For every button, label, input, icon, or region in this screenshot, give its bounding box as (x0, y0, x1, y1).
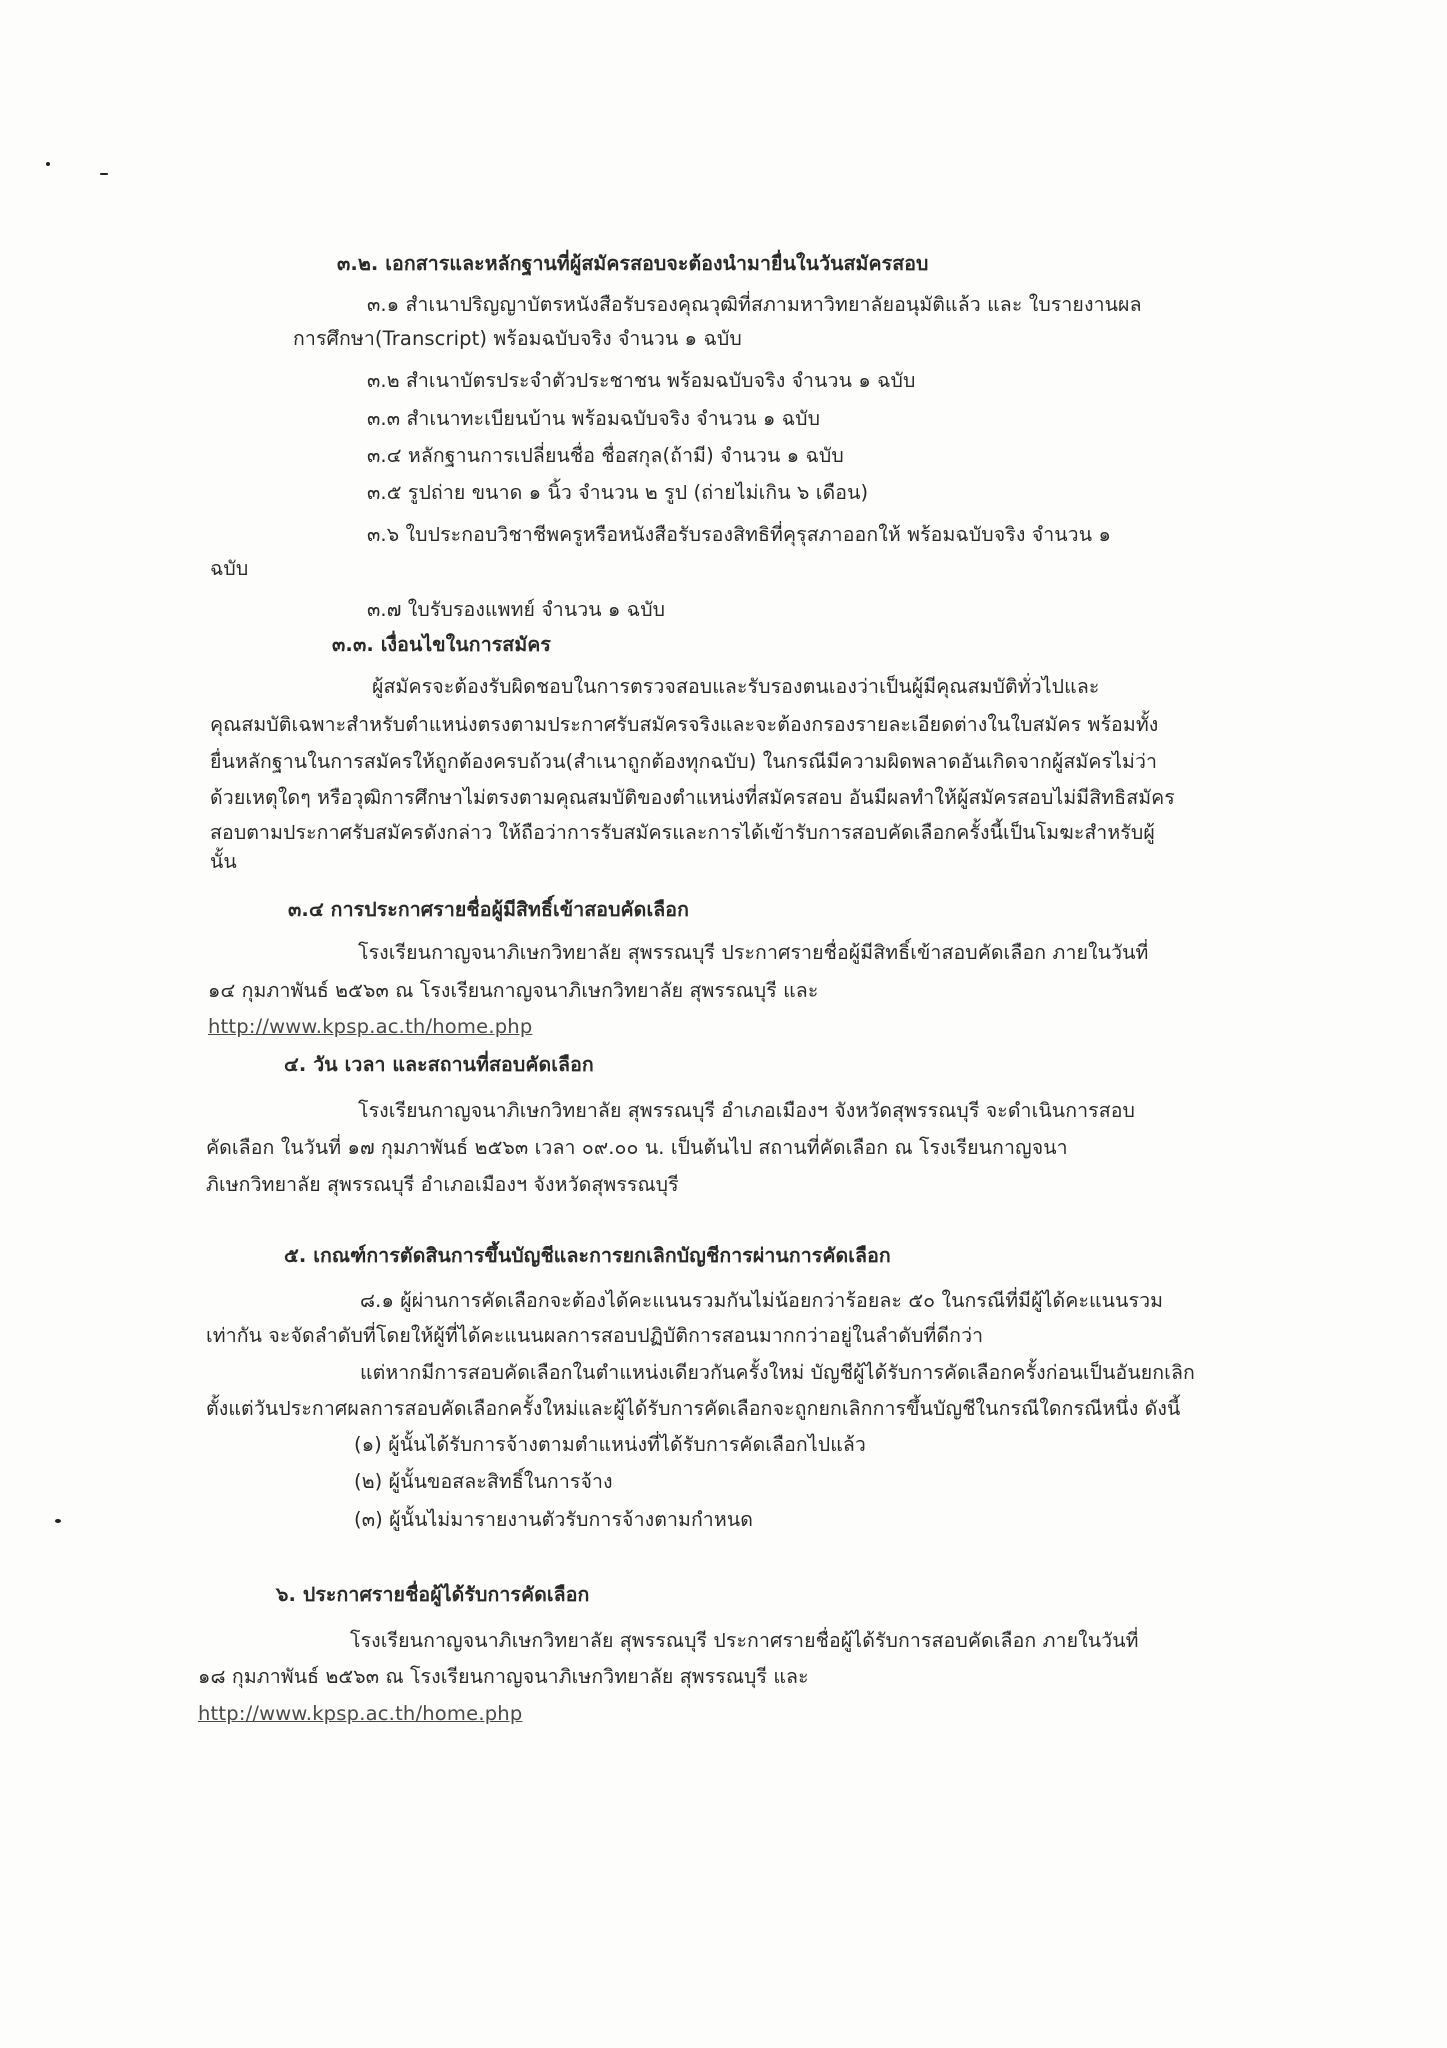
paragraph-line: คัดเลือก ในวันที่ ๑๗ กุมภาพันธ์ ๒๕๖๓ เวลา ๐๙.๐๐ น. เป็นต้นไป สถานที่คัดเลือก ณ โรงเรียนกาญจนา (206, 1136, 1068, 1159)
list-item: (๒) ผู้นั้นขอสละสิทธิ์ในการจ้าง (354, 1470, 613, 1493)
paragraph-line: โรงเรียนกาญจนาภิเษกวิทยาลัย สุพรรณบุรี ประกาศรายชื่อผู้มีสิทธิ์เข้าสอบคัดเลือก ภายในวันที่ (358, 941, 1149, 964)
paragraph-line: สอบตามประกาศรับสมัครดังกล่าว ให้ถือว่าการรับสมัครและการได้เข้ารับการสอบคัดเลือกครั้งนี้เป็นโมฆะสำหรับผู้ (210, 821, 1155, 844)
paragraph-line: ๘.๑ ผู้ผ่านการคัดเลือกจะต้องได้คะแนนรวมกันไม่น้อยกว่าร้อยละ ๕๐ ในกรณีที่มีผู้ได้คะแนนรวม (360, 1289, 1164, 1312)
paragraph-line: ๑๘ กุมภาพันธ์ ๒๕๖๓ ณ โรงเรียนกาญจนาภิเษกวิทยาลัย สุพรรณบุรี และ (198, 1665, 809, 1688)
paragraph-line: ตั้งแต่วันประกาศผลการสอบคัดเลือกครั้งใหม่และผู้ได้รับการคัดเลือกจะถูกยกเลิกการขึ้นบัญชีในกรณีใดกรณีหนึ่ง ดังนี้ (206, 1397, 1181, 1420)
list-item: ๓.๕ รูปถ่าย ขนาด ๑ นิ้ว จำนวน ๒ รูป (ถ่ายไม่เกิน ๖ เดือน) (367, 481, 869, 504)
list-item: (๓) ผู้นั้นไม่มารายงานตัวรับการจ้างตามกำหนด (354, 1508, 754, 1531)
paragraph-line: ภิเษกวิทยาลัย สุพรรณบุรี อำเภอเมืองฯ จังหวัดสุพรรณบุรี (206, 1173, 679, 1196)
website-link[interactable]: http://www.kpsp.ac.th/home.php (198, 1702, 523, 1725)
list-item: ๓.๒ สำเนาบัตรประจำตัวประชาชน พร้อมฉบับจริง จำนวน ๑ ฉบับ (367, 369, 916, 392)
scan-speck (100, 173, 108, 175)
scan-speck (46, 162, 50, 166)
section-3-2-heading: ๓.๒. เอกสารและหลักฐานที่ผู้สมัครสอบจะต้องนำมายื่นในวันสมัครสอบ (337, 252, 929, 275)
paragraph-line: โรงเรียนกาญจนาภิเษกวิทยาลัย สุพรรณบุรี อำเภอเมืองฯ จังหวัดสุพรรณบุรี จะดำเนินการสอบ (358, 1099, 1136, 1122)
list-item-continuation: การศึกษา(Transcript) พร้อมฉบับจริง จำนวน ๑ ฉบับ (293, 327, 742, 350)
list-item: ๓.๖ ใบประกอบวิชาชีพครูหรือหนังสือรับรองสิทธิที่คุรุสภาออกให้ พร้อมฉบับจริง จำนวน ๑ (367, 523, 1111, 546)
list-item: ๓.๔ หลักฐานการเปลี่ยนชื่อ ชื่อสกุล(ถ้ามี) จำนวน ๑ ฉบับ (367, 444, 844, 467)
section-3-4-heading: ๓.๔ การประกาศรายชื่อผู้มีสิทธิ์เข้าสอบคัดเลือก (288, 898, 689, 921)
section-3-3-heading: ๓.๓. เงื่อนไขในการสมัคร (332, 633, 551, 656)
list-item: ๓.๓ สำเนาทะเบียนบ้าน พร้อมฉบับจริง จำนวน ๑ ฉบับ (367, 407, 821, 430)
paragraph-line: ผู้สมัครจะต้องรับผิดชอบในการตรวจสอบและรับรองตนเองว่าเป็นผู้มีคุณสมบัติทั่วไปและ (372, 675, 1100, 698)
list-item-continuation: ฉบับ (210, 557, 249, 580)
website-link[interactable]: http://www.kpsp.ac.th/home.php (208, 1015, 533, 1038)
paragraph-line: โรงเรียนกาญจนาภิเษกวิทยาลัย สุพรรณบุรี ประกาศรายชื่อผู้ได้รับการสอบคัดเลือก ภายในวันที่ (350, 1629, 1139, 1652)
list-item: ๓.๗ ใบรับรองแพทย์ จำนวน ๑ ฉบับ (367, 598, 666, 621)
list-item: (๑) ผู้นั้นได้รับการจ้างตามตำแหน่งที่ได้รับการคัดเลือกไปแล้ว (354, 1433, 866, 1456)
paragraph-line: เท่ากัน จะจัดลำดับที่โดยให้ผู้ที่ได้คะแนนผลการสอบปฏิบัติการสอนมากกว่าอยู่ในลำดับที่ดีกว่า (206, 1324, 984, 1347)
paragraph-line: ยื่นหลักฐานในการสมัครให้ถูกต้องครบถ้วน(สำเนาถูกต้องทุกฉบับ) ในกรณีมีความผิดพลาดอันเกิดจากผู้สมัครไม่ว่า (210, 750, 1158, 773)
paragraph-line: แต่หากมีการสอบคัดเลือกในตำแหน่งเดียวกันครั้งใหม่ บัญชีผู้ได้รับการคัดเลือกครั้งก่อนเป็นอันยกเลิก (360, 1361, 1195, 1384)
paragraph-line: นั้น (210, 850, 237, 873)
list-item: ๓.๑ สำเนาปริญญาบัตรหนังสือรับรองคุณวุฒิที่สภามหาวิทยาลัยอนุมัติแล้ว และ ใบรายงานผล (367, 293, 1142, 316)
scan-speck (55, 1519, 61, 1523)
section-4-heading: ๔. วัน เวลา และสถานที่สอบคัดเลือก (284, 1053, 594, 1076)
section-5-heading: ๕. เกณฑ์การตัดสินการขึ้นบัญชีและการยกเลิกบัญชีการผ่านการคัดเลือก (284, 1244, 891, 1267)
section-6-heading: ๖. ประกาศรายชื่อผู้ได้รับการคัดเลือก (276, 1583, 590, 1606)
paragraph-line: คุณสมบัติเฉพาะสำหรับตำแหน่งตรงตามประกาศรับสมัครจริงและจะต้องกรองรายละเอียดต่างในใบสมัคร พร้อมทั้ง (210, 713, 1159, 736)
paragraph-line: ๑๔ กุมภาพันธ์ ๒๕๖๓ ณ โรงเรียนกาญจนาภิเษกวิทยาลัย สุพรรณบุรี และ (208, 979, 819, 1002)
paragraph-line: ด้วยเหตุใดๆ หรือวุฒิการศึกษาไม่ตรงตามคุณสมบัติของตำแหน่งที่สมัครสอบ อันมีผลทำให้ผู้สมัครสอบไม่มีสิทธิสมัคร (210, 786, 1175, 809)
